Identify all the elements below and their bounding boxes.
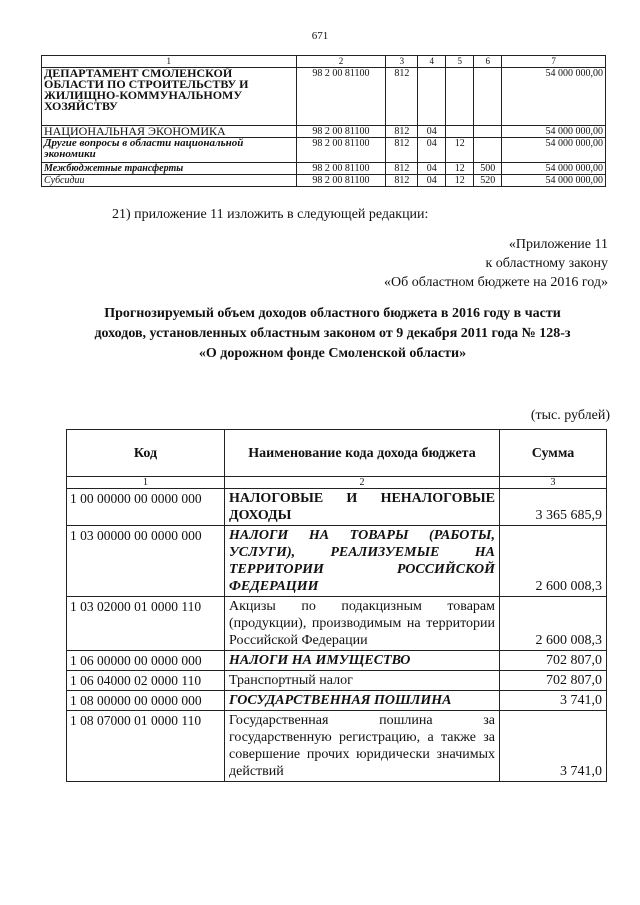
annex-line: к областному закону	[485, 256, 608, 271]
row-name-text: НАЛОГИ НА ТОВАРЫ (РАБОТЫ, УСЛУГИ), РЕАЛИЗУЕМЫЕ НА ТЕРРИТОРИИ РОССИЙСКОЙ ФЕДЕРАЦИИ	[229, 528, 495, 594]
table-row	[67, 691, 607, 711]
row-sum: 702 807,0	[500, 651, 607, 671]
table-row	[67, 526, 607, 597]
row-name: ДЕПАРТАМЕНТ СМОЛЕНСКОЙ ОБЛАСТИ ПО СТРОИТЕЛЬСТВУ И ЖИЛИЩНО-КОММУНАЛЬНОМУ ХОЗЯЙСТВУ	[42, 68, 297, 126]
col-number: 3	[500, 477, 607, 489]
row-code: 1 06 04000 02 0000 110	[67, 671, 225, 691]
title-line: «О дорожном фонде Смоленской области»	[198, 346, 467, 361]
row-col5	[446, 126, 474, 138]
row-code: 98 2 00 81100	[296, 163, 386, 175]
row-amount: 54 000 000,00	[502, 175, 606, 187]
row-col3: 812	[386, 68, 418, 126]
table-row	[67, 597, 607, 651]
document-title	[55, 304, 610, 364]
annex-line: «Приложение 11	[508, 237, 608, 252]
row-name	[225, 489, 500, 526]
row-code: 1 03 00000 00 0000 000	[67, 526, 225, 597]
row-col4: 04	[418, 126, 446, 138]
header-sum: Сумма	[500, 430, 607, 477]
row-code: 98 2 00 81100	[296, 175, 386, 187]
col-number: 6	[474, 56, 502, 68]
row-name: Другие вопросы в области национальной экономики	[42, 138, 297, 163]
row-sum: 2 600 008,3	[500, 526, 607, 597]
column-number-row	[67, 477, 607, 489]
revenue-table	[66, 429, 607, 782]
annex-line: «Об областном бюджете на 2016 год»	[384, 275, 608, 290]
table-row	[42, 68, 606, 126]
row-col5: 12	[446, 175, 474, 187]
table-row	[42, 163, 606, 175]
row-col5: 12	[446, 163, 474, 175]
row-code: 1 00 00000 00 0000 000	[67, 489, 225, 526]
row-name: Государственная пошлина за государственную регистрацию, а также за совершение прочих юридически значимых действий	[225, 711, 500, 782]
row-col3: 812	[386, 163, 418, 175]
row-col5	[446, 68, 474, 126]
row-name: НАЦИОНАЛЬНАЯ ЭКОНОМИКА	[42, 126, 297, 138]
table-row	[67, 711, 607, 782]
table-row	[67, 489, 607, 526]
table-row	[42, 175, 606, 187]
row-col3: 812	[386, 138, 418, 163]
col-number: 4	[418, 56, 446, 68]
row-col6	[474, 138, 502, 163]
budget-allocation-table	[41, 55, 606, 187]
row-sum: 3 741,0	[500, 711, 607, 782]
row-amount: 54 000 000,00	[502, 126, 606, 138]
amendment-paragraph: 21) приложение 11 изложить в следующей редакции:	[112, 207, 429, 222]
row-code: 98 2 00 81100	[296, 138, 386, 163]
title-line: Прогнозируемый объем доходов областного бюджета в 2016 году в части	[104, 306, 561, 321]
row-sum: 3 741,0	[500, 691, 607, 711]
row-col6: 520	[474, 175, 502, 187]
row-col6: 500	[474, 163, 502, 175]
row-name: НАЛОГИ НА ИМУЩЕСТВО	[225, 651, 500, 671]
row-name-text: НАЛОГОВЫЕ И НЕНАЛОГОВЫЕ ДОХОДЫ	[229, 491, 495, 523]
row-amount: 54 000 000,00	[502, 163, 606, 175]
row-col4: 04	[418, 175, 446, 187]
row-name: Межбюджетные трансферты	[42, 163, 297, 175]
row-sum: 3 365 685,9	[500, 489, 607, 526]
row-col3: 812	[386, 126, 418, 138]
row-name: Субсидии	[42, 175, 297, 187]
row-amount: 54 000 000,00	[502, 138, 606, 163]
row-col4: 04	[418, 138, 446, 163]
row-code: 1 06 00000 00 0000 000	[67, 651, 225, 671]
row-code: 1 03 02000 01 0000 110	[67, 597, 225, 651]
units-label: (тыс. рублей)	[530, 408, 610, 423]
table-header-row	[67, 430, 607, 477]
table-row	[67, 671, 607, 691]
row-col4	[418, 68, 446, 126]
col-number: 1	[42, 56, 297, 68]
col-number: 1	[67, 477, 225, 489]
header-code: Код	[67, 430, 225, 477]
row-sum: 2 600 008,3	[500, 597, 607, 651]
row-col6	[474, 68, 502, 126]
col-number: 3	[386, 56, 418, 68]
row-col3: 812	[386, 175, 418, 187]
title-line: доходов, установленных областным законом от 9 декабря 2011 года № 128-з	[94, 326, 571, 341]
row-code: 98 2 00 81100	[296, 126, 386, 138]
col-number: 2	[296, 56, 386, 68]
row-name: Акцизы по подакцизным товарам (продукции), производимым на территории Российской Федерации	[225, 597, 500, 651]
col-number: 7	[502, 56, 606, 68]
row-code: 1 08 07000 01 0000 110	[67, 711, 225, 782]
row-name: ГОСУДАРСТВЕННАЯ ПОШЛИНА	[225, 691, 500, 711]
header-name: Наименование кода дохода бюджета	[225, 430, 500, 477]
row-code: 98 2 00 81100	[296, 68, 386, 126]
table-row	[42, 126, 606, 138]
row-col5: 12	[446, 138, 474, 163]
row-name	[225, 526, 500, 597]
row-sum: 702 807,0	[500, 671, 607, 691]
col-number: 5	[446, 56, 474, 68]
table-row	[42, 138, 606, 163]
row-amount: 54 000 000,00	[502, 68, 606, 126]
row-col4: 04	[418, 163, 446, 175]
col-number: 2	[225, 477, 500, 489]
row-name: Транспортный налог	[225, 671, 500, 691]
page-number: 671	[311, 30, 329, 42]
annex-reference	[384, 235, 608, 292]
table-row	[67, 651, 607, 671]
row-code: 1 08 00000 00 0000 000	[67, 691, 225, 711]
row-col6	[474, 126, 502, 138]
